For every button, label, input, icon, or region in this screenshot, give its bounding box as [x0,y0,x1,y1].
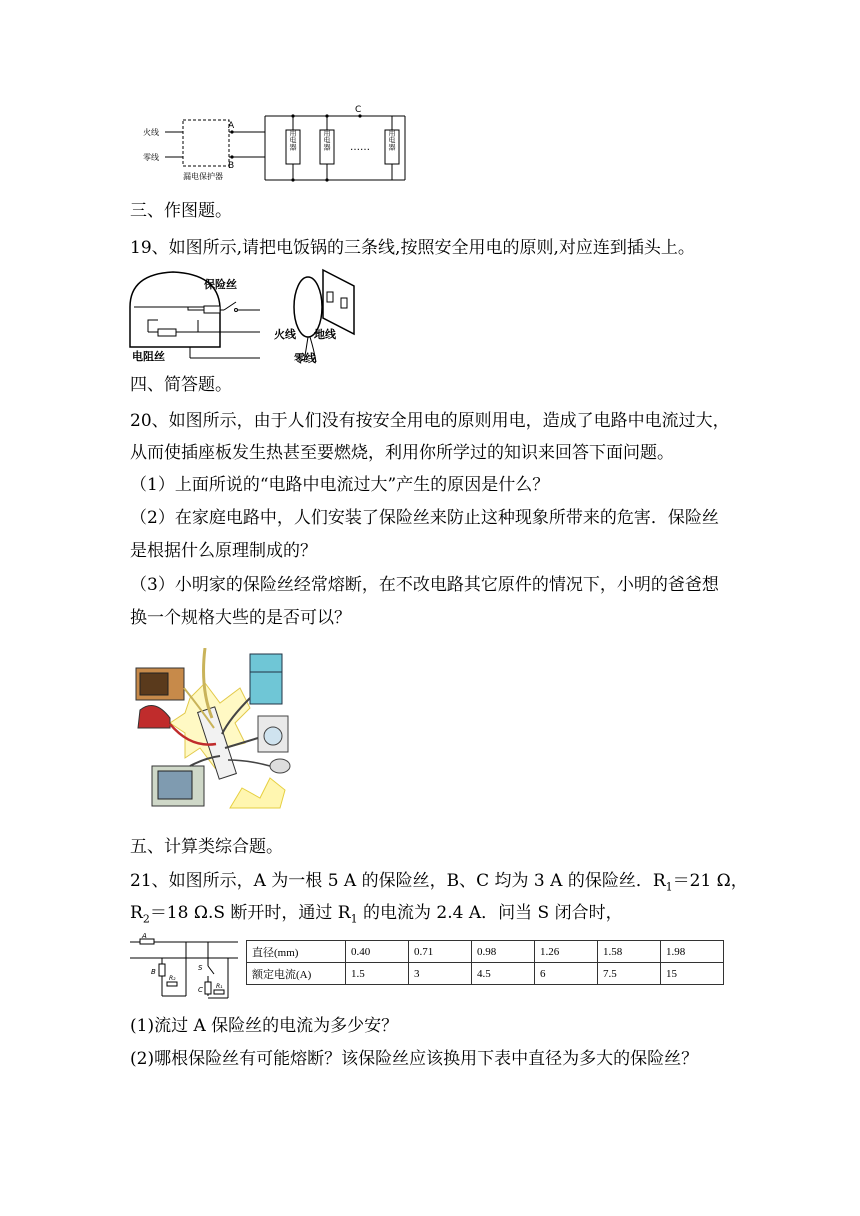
kettle-icon [270,759,290,773]
question-21-line-2: $R_2=18$ Ω.S 断开时，通过 $R_1$ 的电流为 2.4 A．问当 S 闭合时， [130,903,623,926]
question-19-text: 19、如图所示,请把电饭锅的三条线,按照安全用电的原则,对应连到插头上。 [130,238,695,258]
neutral-wire-label-19: 零线 [294,352,316,365]
table-cell: 1.5 [346,963,409,985]
fuse-c-label: C [198,986,203,994]
iron-icon [138,706,170,729]
appliance-label-3: 用电器 [388,129,396,151]
table-cell: 6 [535,963,598,985]
section-5-title: 五、计算类综合题。 [130,837,283,857]
neutral-wire-label: 零线 [143,153,159,162]
point-b-label: B [228,161,235,171]
fuse-spec-table [246,940,724,985]
overloaded-socket-illustration [130,648,308,814]
fuse-label: 保险丝 [204,278,237,291]
resistor-label: 电阻丝 [132,350,165,363]
protector-box [183,120,229,166]
table-cell: 7.5 [598,963,661,985]
switch-s-label: S [198,964,203,972]
fuse-c-symbol [205,982,211,994]
table-cell: 0.40 [346,941,409,963]
fuse-symbol [204,306,220,313]
protector-label: 漏电保护器 [183,172,223,181]
fuse-b-symbol [159,964,165,976]
question-20-sub-2-line-1: （2）在家庭电路中，人们安装了保险丝来防止这种现象所带来的危害．保险丝 [130,508,719,528]
resistor-symbol [158,329,176,336]
question-20-sub-3-line-2: 换一个规格大些的是否可以？ [130,608,351,628]
question-20-sub-3-line-1: （3）小明家的保险丝经常熔断，在不改电路其它原件的情况下，小明的爸爸想 [130,575,719,595]
tv-icon [158,771,192,799]
table-cell: 1.98 [661,941,724,963]
question-20-sub-1: （1）上面所说的“电路中电流过大”产生的原因是什么？ [130,475,550,495]
section-4-title: 四、简答题。 [130,375,232,395]
table-header-diameter: 直径(mm) [247,941,346,963]
live-wire-label-19: 火线 [274,328,296,341]
leakage-protector-diagram [135,104,410,189]
question-21-sub-2: (2)哪根保险丝有可能熔断？该保险丝应该换用下表中直径为多大的保险丝？ [130,1049,699,1069]
fuse-circuit-diagram [128,930,240,1002]
ground-wire-label-19: 地线 [314,328,336,341]
table-cell: 0.98 [472,941,535,963]
table-cell: 0.71 [409,941,472,963]
live-wire-label: 火线 [143,128,159,137]
appliance-label-1: 用电器 [289,129,297,151]
section-3-title: 三、作图题。 [130,201,232,221]
point-a-label: A [228,121,235,131]
table-row [247,941,724,963]
question-20-sub-2-line-2: 是根据什么原理制成的？ [130,541,317,561]
question-20-line-1: 20、如图所示，由于人们没有按安全用电的原则用电，造成了电路中电流过大， [130,411,730,431]
question-21-line-1: 21、如图所示，A 为一根 5 A 的保险丝，B、C 均为 3 A 的保险丝．$R_1=21$ Ω， [130,871,748,894]
table-header-rated-current: 额定电流(A) [247,963,346,985]
fuse-b-label: B [151,968,156,976]
point-c-label: C [355,105,362,115]
microwave-icon [140,673,168,695]
switch-s-symbol [208,966,214,974]
washer-icon [264,727,282,745]
table-row [247,963,724,985]
rice-cooker-plug-diagram [128,262,358,368]
table-cell: 1.26 [535,941,598,963]
ellipsis-label: …… [350,142,370,153]
table-cell: 4.5 [472,963,535,985]
r1-label: R₁ [216,983,223,990]
fuse-a-label: A [142,932,147,940]
table-cell: 3 [409,963,472,985]
appliance-label-2: 用电器 [323,129,331,151]
question-20-line-2: 从而使插座板发生热甚至要燃烧，利用你所学过的知识来回答下面问题。 [130,443,674,463]
r2-label: R₂ [169,975,176,982]
table-cell: 15 [661,963,724,985]
question-21-sub-1: (1)流过 A 保险丝的电流为多少安？ [130,1016,399,1036]
spark-icon [230,778,285,808]
table-cell: 1.58 [598,941,661,963]
